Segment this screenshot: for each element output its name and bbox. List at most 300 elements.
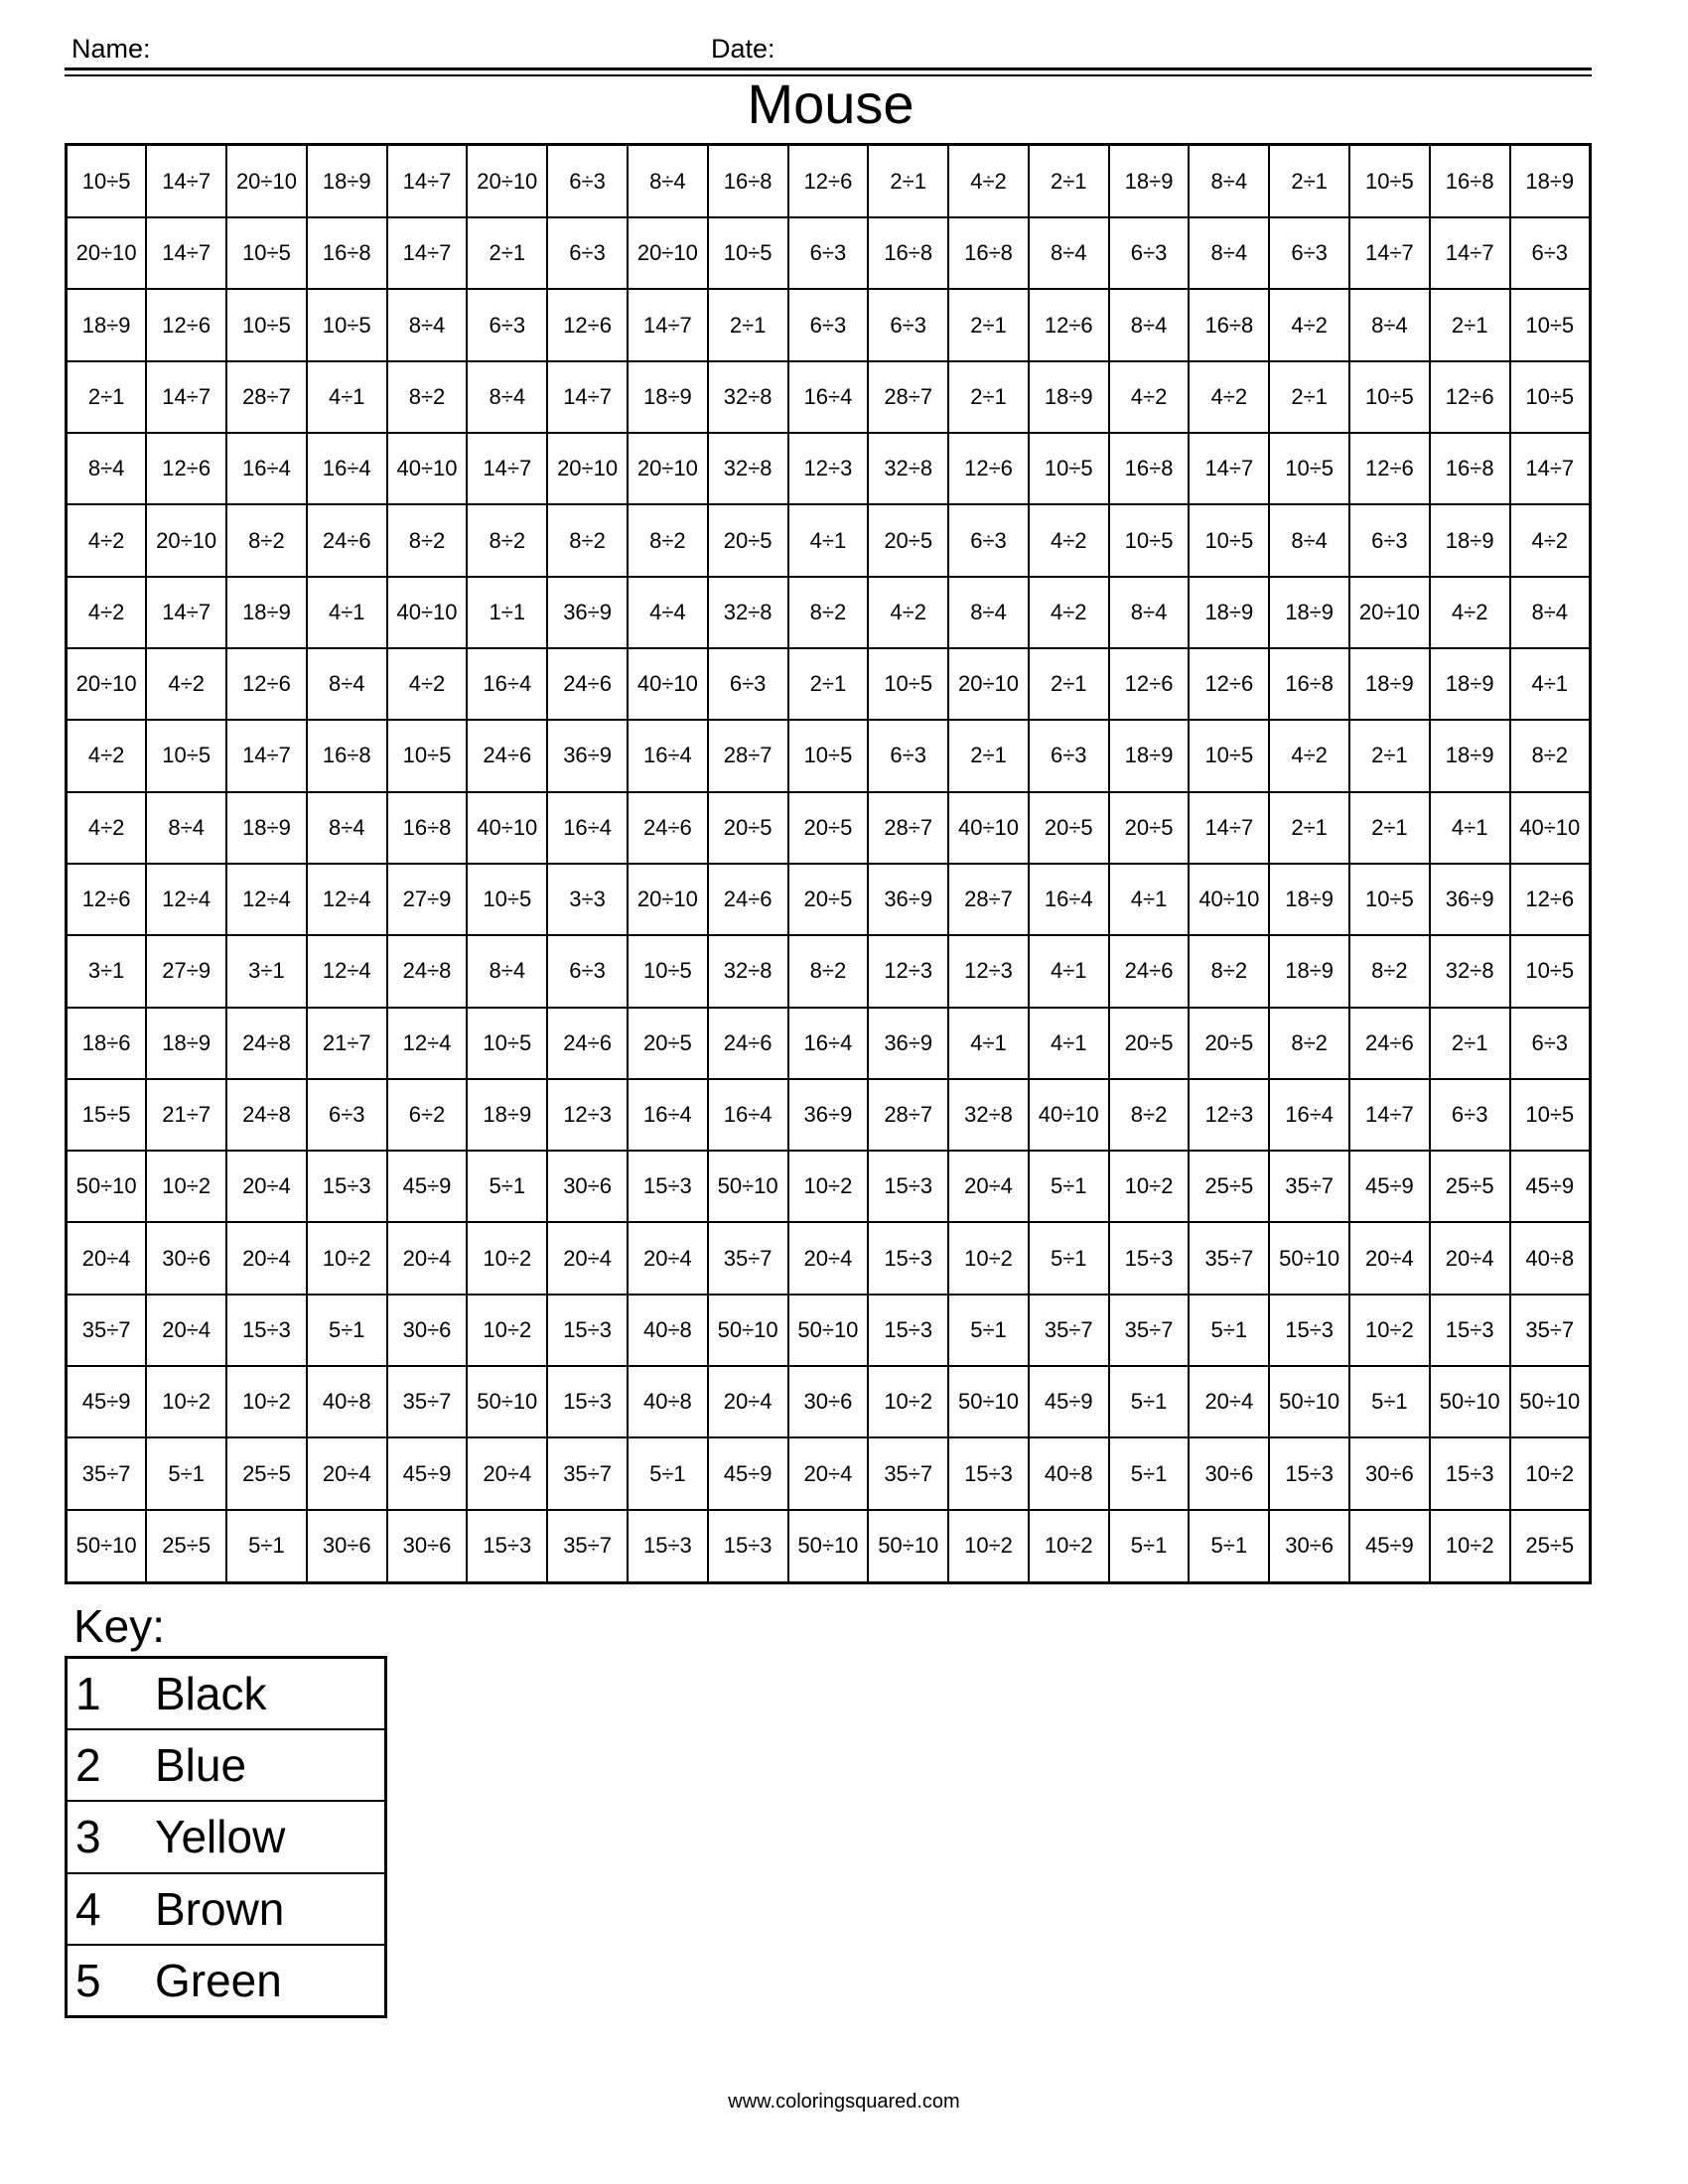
grid-cell[interactable]: 15÷3 bbox=[628, 1510, 708, 1583]
grid-cell[interactable]: 4÷2 bbox=[1269, 289, 1349, 360]
grid-cell[interactable]: 45÷9 bbox=[67, 1366, 147, 1437]
grid-cell[interactable]: 15÷3 bbox=[467, 1510, 547, 1583]
grid-cell[interactable]: 32÷8 bbox=[1430, 935, 1510, 1007]
grid-cell[interactable]: 14÷7 bbox=[226, 720, 307, 791]
grid-cell[interactable]: 8÷4 bbox=[1510, 577, 1591, 648]
grid-cell[interactable]: 4÷2 bbox=[146, 648, 226, 720]
grid-cell[interactable]: 16÷4 bbox=[628, 1079, 708, 1151]
grid-cell[interactable]: 8÷4 bbox=[1349, 289, 1430, 360]
grid-cell[interactable]: 16÷8 bbox=[708, 145, 788, 218]
grid-cell[interactable]: 28÷7 bbox=[708, 720, 788, 791]
grid-cell[interactable]: 18÷9 bbox=[1430, 720, 1510, 791]
grid-cell[interactable]: 20÷4 bbox=[788, 1437, 869, 1509]
grid-cell[interactable]: 20÷5 bbox=[788, 864, 869, 935]
grid-cell[interactable]: 40÷8 bbox=[628, 1366, 708, 1437]
grid-cell[interactable]: 18÷9 bbox=[1109, 720, 1190, 791]
grid-cell[interactable]: 18÷9 bbox=[1189, 577, 1269, 648]
grid-cell[interactable]: 10÷2 bbox=[467, 1222, 547, 1294]
grid-cell[interactable]: 14÷7 bbox=[146, 577, 226, 648]
grid-cell[interactable]: 6÷3 bbox=[547, 935, 628, 1007]
grid-cell[interactable]: 40÷8 bbox=[628, 1295, 708, 1366]
grid-cell[interactable]: 16÷8 bbox=[1430, 145, 1510, 218]
grid-cell[interactable]: 10÷5 bbox=[387, 720, 468, 791]
grid-cell[interactable]: 15÷3 bbox=[868, 1295, 948, 1366]
grid-cell[interactable]: 4÷1 bbox=[1029, 935, 1109, 1007]
grid-cell[interactable]: 2÷1 bbox=[948, 720, 1029, 791]
grid-cell[interactable]: 15÷3 bbox=[1430, 1295, 1510, 1366]
grid-cell[interactable]: 15÷3 bbox=[868, 1151, 948, 1222]
grid-cell[interactable]: 12÷4 bbox=[226, 864, 307, 935]
grid-cell[interactable]: 36÷9 bbox=[788, 1079, 869, 1151]
grid-cell[interactable]: 8÷2 bbox=[226, 504, 307, 576]
grid-cell[interactable]: 15÷3 bbox=[1109, 1222, 1190, 1294]
grid-cell[interactable]: 10÷5 bbox=[708, 217, 788, 289]
grid-cell[interactable]: 14÷7 bbox=[146, 145, 226, 218]
grid-cell[interactable]: 20÷4 bbox=[307, 1437, 387, 1509]
grid-cell[interactable]: 5÷1 bbox=[1189, 1510, 1269, 1583]
grid-cell[interactable]: 45÷9 bbox=[387, 1437, 468, 1509]
grid-cell[interactable]: 10÷5 bbox=[226, 289, 307, 360]
grid-cell[interactable]: 8÷4 bbox=[1109, 289, 1190, 360]
grid-cell[interactable]: 10÷2 bbox=[1430, 1510, 1510, 1583]
grid-cell[interactable]: 20÷10 bbox=[67, 217, 147, 289]
grid-cell[interactable]: 30÷6 bbox=[547, 1151, 628, 1222]
grid-cell[interactable]: 4÷2 bbox=[1109, 361, 1190, 433]
grid-cell[interactable]: 10÷5 bbox=[1349, 145, 1430, 218]
grid-cell[interactable]: 20÷4 bbox=[948, 1151, 1029, 1222]
grid-cell[interactable]: 25÷5 bbox=[1189, 1151, 1269, 1222]
grid-cell[interactable]: 2÷1 bbox=[1430, 289, 1510, 360]
grid-cell[interactable]: 8÷4 bbox=[1029, 217, 1109, 289]
grid-cell[interactable]: 35÷7 bbox=[1510, 1295, 1591, 1366]
grid-cell[interactable]: 20÷10 bbox=[547, 433, 628, 504]
grid-cell[interactable]: 24÷6 bbox=[547, 648, 628, 720]
grid-cell[interactable]: 2÷1 bbox=[1269, 792, 1349, 864]
grid-cell[interactable]: 10÷2 bbox=[868, 1366, 948, 1437]
grid-cell[interactable]: 16÷4 bbox=[628, 720, 708, 791]
grid-cell[interactable]: 18÷9 bbox=[307, 145, 387, 218]
grid-cell[interactable]: 20÷5 bbox=[1109, 1008, 1190, 1079]
grid-cell[interactable]: 14÷7 bbox=[1349, 217, 1430, 289]
grid-cell[interactable]: 4÷1 bbox=[1510, 648, 1591, 720]
grid-cell[interactable]: 16÷8 bbox=[1430, 433, 1510, 504]
grid-cell[interactable]: 10÷5 bbox=[1510, 1079, 1591, 1151]
grid-cell[interactable]: 16÷4 bbox=[226, 433, 307, 504]
grid-cell[interactable]: 45÷9 bbox=[1349, 1151, 1430, 1222]
grid-cell[interactable]: 14÷7 bbox=[467, 433, 547, 504]
grid-cell[interactable]: 10÷5 bbox=[868, 648, 948, 720]
grid-cell[interactable]: 20÷5 bbox=[1029, 792, 1109, 864]
grid-cell[interactable]: 16÷4 bbox=[547, 792, 628, 864]
grid-cell[interactable]: 12÷6 bbox=[67, 864, 147, 935]
grid-cell[interactable]: 18÷9 bbox=[226, 792, 307, 864]
grid-cell[interactable]: 6÷3 bbox=[1029, 720, 1109, 791]
grid-cell[interactable]: 20÷5 bbox=[708, 504, 788, 576]
grid-cell[interactable]: 35÷7 bbox=[387, 1366, 468, 1437]
grid-cell[interactable]: 8÷2 bbox=[1109, 1079, 1190, 1151]
grid-cell[interactable]: 50÷10 bbox=[708, 1151, 788, 1222]
grid-cell[interactable]: 25÷5 bbox=[146, 1510, 226, 1583]
grid-cell[interactable]: 45÷9 bbox=[1349, 1510, 1430, 1583]
grid-cell[interactable]: 10÷2 bbox=[948, 1222, 1029, 1294]
grid-cell[interactable]: 10÷5 bbox=[1510, 361, 1591, 433]
grid-cell[interactable]: 12÷6 bbox=[1029, 289, 1109, 360]
grid-cell[interactable]: 20÷10 bbox=[146, 504, 226, 576]
grid-cell[interactable]: 4÷1 bbox=[1430, 792, 1510, 864]
grid-cell[interactable]: 8÷2 bbox=[387, 361, 468, 433]
grid-cell[interactable]: 5÷1 bbox=[1109, 1366, 1190, 1437]
grid-cell[interactable]: 40÷8 bbox=[1029, 1437, 1109, 1509]
grid-cell[interactable]: 5÷1 bbox=[226, 1510, 307, 1583]
grid-cell[interactable]: 2÷1 bbox=[948, 289, 1029, 360]
grid-cell[interactable]: 32÷8 bbox=[708, 577, 788, 648]
grid-cell[interactable]: 35÷7 bbox=[67, 1437, 147, 1509]
grid-cell[interactable]: 2÷1 bbox=[1029, 145, 1109, 218]
grid-cell[interactable]: 20÷4 bbox=[387, 1222, 468, 1294]
grid-cell[interactable]: 3÷1 bbox=[226, 935, 307, 1007]
grid-cell[interactable]: 8÷2 bbox=[1510, 720, 1591, 791]
grid-cell[interactable]: 6÷3 bbox=[547, 145, 628, 218]
grid-cell[interactable]: 20÷10 bbox=[467, 145, 547, 218]
grid-cell[interactable]: 10÷2 bbox=[1510, 1437, 1591, 1509]
grid-cell[interactable]: 35÷7 bbox=[67, 1295, 147, 1366]
grid-cell[interactable]: 2÷1 bbox=[1029, 648, 1109, 720]
grid-cell[interactable]: 5÷1 bbox=[1189, 1295, 1269, 1366]
grid-cell[interactable]: 40÷10 bbox=[467, 792, 547, 864]
grid-cell[interactable]: 14÷7 bbox=[387, 145, 468, 218]
grid-cell[interactable]: 30÷6 bbox=[1349, 1437, 1430, 1509]
grid-cell[interactable]: 50÷10 bbox=[1269, 1222, 1349, 1294]
grid-cell[interactable]: 4÷2 bbox=[868, 577, 948, 648]
grid-cell[interactable]: 21÷7 bbox=[146, 1079, 226, 1151]
grid-cell[interactable]: 12÷6 bbox=[948, 433, 1029, 504]
grid-cell[interactable]: 20÷5 bbox=[1189, 1008, 1269, 1079]
grid-cell[interactable]: 12÷6 bbox=[1349, 433, 1430, 504]
grid-cell[interactable]: 5÷1 bbox=[146, 1437, 226, 1509]
grid-cell[interactable]: 12÷4 bbox=[387, 1008, 468, 1079]
grid-cell[interactable]: 16÷4 bbox=[1029, 864, 1109, 935]
grid-cell[interactable]: 10÷5 bbox=[1029, 433, 1109, 504]
grid-cell[interactable]: 40÷8 bbox=[1510, 1222, 1591, 1294]
grid-cell[interactable]: 16÷8 bbox=[868, 217, 948, 289]
grid-cell[interactable]: 12÷6 bbox=[1430, 361, 1510, 433]
grid-cell[interactable]: 15÷3 bbox=[547, 1366, 628, 1437]
grid-cell[interactable]: 20÷10 bbox=[628, 433, 708, 504]
grid-cell[interactable]: 10÷5 bbox=[1510, 289, 1591, 360]
grid-cell[interactable]: 30÷6 bbox=[788, 1366, 869, 1437]
grid-cell[interactable]: 4÷2 bbox=[1189, 361, 1269, 433]
grid-cell[interactable]: 14÷7 bbox=[547, 361, 628, 433]
grid-cell[interactable]: 20÷5 bbox=[708, 792, 788, 864]
grid-cell[interactable]: 18÷9 bbox=[467, 1079, 547, 1151]
grid-cell[interactable]: 32÷8 bbox=[948, 1079, 1029, 1151]
grid-cell[interactable]: 6÷3 bbox=[1269, 217, 1349, 289]
grid-cell[interactable]: 2÷1 bbox=[1269, 361, 1349, 433]
grid-cell[interactable]: 20÷4 bbox=[547, 1222, 628, 1294]
grid-cell[interactable]: 18÷9 bbox=[1269, 864, 1349, 935]
grid-cell[interactable]: 16÷4 bbox=[788, 1008, 869, 1079]
grid-cell[interactable]: 14÷7 bbox=[628, 289, 708, 360]
grid-cell[interactable]: 20÷4 bbox=[226, 1222, 307, 1294]
grid-cell[interactable]: 4÷2 bbox=[1029, 577, 1109, 648]
grid-cell[interactable]: 10÷5 bbox=[1349, 361, 1430, 433]
grid-cell[interactable]: 15÷3 bbox=[1269, 1437, 1349, 1509]
grid-cell[interactable]: 8÷4 bbox=[467, 935, 547, 1007]
grid-cell[interactable]: 16÷8 bbox=[1109, 433, 1190, 504]
grid-cell[interactable]: 20÷4 bbox=[788, 1222, 869, 1294]
grid-cell[interactable]: 15÷3 bbox=[226, 1295, 307, 1366]
grid-cell[interactable]: 16÷8 bbox=[1189, 289, 1269, 360]
grid-cell[interactable]: 18÷9 bbox=[1510, 145, 1591, 218]
grid-cell[interactable]: 45÷9 bbox=[1029, 1366, 1109, 1437]
grid-cell[interactable]: 16÷8 bbox=[948, 217, 1029, 289]
grid-cell[interactable]: 45÷9 bbox=[1510, 1151, 1591, 1222]
grid-cell[interactable]: 5÷1 bbox=[307, 1295, 387, 1366]
grid-cell[interactable]: 40÷10 bbox=[1510, 792, 1591, 864]
grid-cell[interactable]: 16÷8 bbox=[307, 720, 387, 791]
grid-cell[interactable]: 10÷2 bbox=[1029, 1510, 1109, 1583]
grid-cell[interactable]: 20÷10 bbox=[67, 648, 147, 720]
grid-cell[interactable]: 18÷9 bbox=[1430, 648, 1510, 720]
grid-cell[interactable]: 14÷7 bbox=[146, 217, 226, 289]
grid-cell[interactable]: 10÷5 bbox=[1109, 504, 1190, 576]
grid-cell[interactable]: 4÷2 bbox=[67, 504, 147, 576]
grid-cell[interactable]: 6÷3 bbox=[1510, 217, 1591, 289]
grid-cell[interactable]: 35÷7 bbox=[1109, 1295, 1190, 1366]
grid-cell[interactable]: 35÷7 bbox=[1029, 1295, 1109, 1366]
grid-cell[interactable]: 4÷2 bbox=[948, 145, 1029, 218]
grid-cell[interactable]: 20÷4 bbox=[1349, 1222, 1430, 1294]
grid-cell[interactable]: 10÷5 bbox=[67, 145, 147, 218]
grid-cell[interactable]: 35÷7 bbox=[547, 1437, 628, 1509]
grid-cell[interactable]: 18÷9 bbox=[1349, 648, 1430, 720]
grid-cell[interactable]: 20÷4 bbox=[67, 1222, 147, 1294]
grid-cell[interactable]: 20÷5 bbox=[788, 792, 869, 864]
grid-cell[interactable]: 12÷4 bbox=[307, 935, 387, 1007]
grid-cell[interactable]: 24÷8 bbox=[226, 1079, 307, 1151]
grid-cell[interactable]: 14÷7 bbox=[1349, 1079, 1430, 1151]
grid-cell[interactable]: 15÷3 bbox=[1269, 1295, 1349, 1366]
grid-cell[interactable]: 4÷1 bbox=[948, 1008, 1029, 1079]
grid-cell[interactable]: 32÷8 bbox=[708, 433, 788, 504]
grid-cell[interactable]: 24÷6 bbox=[1109, 935, 1190, 1007]
grid-cell[interactable]: 20÷10 bbox=[1349, 577, 1430, 648]
grid-cell[interactable]: 8÷2 bbox=[1349, 935, 1430, 1007]
grid-cell[interactable]: 6÷3 bbox=[1349, 504, 1430, 576]
grid-cell[interactable]: 5÷1 bbox=[948, 1295, 1029, 1366]
grid-cell[interactable]: 14÷7 bbox=[1189, 792, 1269, 864]
grid-cell[interactable]: 4÷4 bbox=[628, 577, 708, 648]
grid-cell[interactable]: 10÷2 bbox=[226, 1366, 307, 1437]
grid-cell[interactable]: 6÷3 bbox=[467, 289, 547, 360]
grid-cell[interactable]: 8÷2 bbox=[628, 504, 708, 576]
grid-cell[interactable]: 24÷6 bbox=[547, 1008, 628, 1079]
grid-cell[interactable]: 10÷5 bbox=[628, 935, 708, 1007]
grid-cell[interactable]: 12÷6 bbox=[1510, 864, 1591, 935]
grid-cell[interactable]: 2÷1 bbox=[948, 361, 1029, 433]
grid-cell[interactable]: 50÷10 bbox=[1510, 1366, 1591, 1437]
grid-cell[interactable]: 8÷2 bbox=[788, 577, 869, 648]
grid-cell[interactable]: 16÷8 bbox=[387, 792, 468, 864]
grid-cell[interactable]: 18÷9 bbox=[1269, 577, 1349, 648]
grid-cell[interactable]: 14÷7 bbox=[1189, 433, 1269, 504]
grid-cell[interactable]: 36÷9 bbox=[547, 720, 628, 791]
grid-cell[interactable]: 5÷1 bbox=[1349, 1366, 1430, 1437]
grid-cell[interactable]: 32÷8 bbox=[708, 935, 788, 1007]
grid-cell[interactable]: 24÷8 bbox=[387, 935, 468, 1007]
grid-cell[interactable]: 10÷5 bbox=[1269, 433, 1349, 504]
grid-cell[interactable]: 32÷8 bbox=[868, 433, 948, 504]
grid-cell[interactable]: 10÷5 bbox=[146, 720, 226, 791]
grid-cell[interactable]: 2÷1 bbox=[708, 289, 788, 360]
grid-cell[interactable]: 10÷2 bbox=[788, 1151, 869, 1222]
grid-cell[interactable]: 30÷6 bbox=[307, 1510, 387, 1583]
grid-cell[interactable]: 20÷10 bbox=[226, 145, 307, 218]
grid-cell[interactable]: 12÷6 bbox=[788, 145, 869, 218]
grid-cell[interactable]: 10÷5 bbox=[1510, 935, 1591, 1007]
grid-cell[interactable]: 50÷10 bbox=[67, 1151, 147, 1222]
grid-cell[interactable]: 18÷9 bbox=[1269, 935, 1349, 1007]
grid-cell[interactable]: 15÷3 bbox=[948, 1437, 1029, 1509]
grid-cell[interactable]: 40÷10 bbox=[387, 433, 468, 504]
grid-cell[interactable]: 4÷2 bbox=[1029, 504, 1109, 576]
grid-cell[interactable]: 20÷5 bbox=[628, 1008, 708, 1079]
grid-cell[interactable]: 6÷3 bbox=[307, 1079, 387, 1151]
grid-cell[interactable]: 8÷4 bbox=[146, 792, 226, 864]
grid-cell[interactable]: 10÷5 bbox=[1189, 504, 1269, 576]
grid-cell[interactable]: 35÷7 bbox=[1189, 1222, 1269, 1294]
grid-cell[interactable]: 6÷3 bbox=[1510, 1008, 1591, 1079]
grid-cell[interactable]: 2÷1 bbox=[467, 217, 547, 289]
grid-cell[interactable]: 12÷3 bbox=[788, 433, 869, 504]
grid-cell[interactable]: 10÷5 bbox=[1189, 720, 1269, 791]
grid-cell[interactable]: 18÷9 bbox=[1029, 361, 1109, 433]
grid-cell[interactable]: 16÷4 bbox=[467, 648, 547, 720]
grid-cell[interactable]: 10÷5 bbox=[226, 217, 307, 289]
grid-cell[interactable]: 4÷2 bbox=[1510, 504, 1591, 576]
grid-cell[interactable]: 10÷5 bbox=[1349, 864, 1430, 935]
grid-cell[interactable]: 30÷6 bbox=[387, 1510, 468, 1583]
grid-cell[interactable]: 10÷5 bbox=[467, 864, 547, 935]
grid-cell[interactable]: 25÷5 bbox=[1510, 1510, 1591, 1583]
grid-cell[interactable]: 6÷3 bbox=[868, 289, 948, 360]
grid-cell[interactable]: 4÷2 bbox=[387, 648, 468, 720]
grid-cell[interactable]: 50÷10 bbox=[67, 1510, 147, 1583]
grid-cell[interactable]: 6÷3 bbox=[547, 217, 628, 289]
grid-cell[interactable]: 8÷4 bbox=[67, 433, 147, 504]
grid-cell[interactable]: 50÷10 bbox=[948, 1366, 1029, 1437]
grid-cell[interactable]: 20÷10 bbox=[628, 864, 708, 935]
grid-cell[interactable]: 8÷2 bbox=[788, 935, 869, 1007]
grid-cell[interactable]: 8÷2 bbox=[467, 504, 547, 576]
grid-cell[interactable]: 28÷7 bbox=[868, 792, 948, 864]
grid-cell[interactable]: 20÷4 bbox=[1430, 1222, 1510, 1294]
grid-cell[interactable]: 4÷1 bbox=[307, 577, 387, 648]
grid-cell[interactable]: 8÷4 bbox=[307, 792, 387, 864]
grid-cell[interactable]: 12÷6 bbox=[547, 289, 628, 360]
grid-cell[interactable]: 12÷3 bbox=[547, 1079, 628, 1151]
grid-cell[interactable]: 24÷6 bbox=[307, 504, 387, 576]
grid-cell[interactable]: 50÷10 bbox=[868, 1510, 948, 1583]
grid-cell[interactable]: 20÷10 bbox=[628, 217, 708, 289]
grid-cell[interactable]: 20÷4 bbox=[628, 1222, 708, 1294]
grid-cell[interactable]: 6÷3 bbox=[788, 289, 869, 360]
grid-cell[interactable]: 12÷4 bbox=[146, 864, 226, 935]
grid-cell[interactable]: 18÷9 bbox=[67, 289, 147, 360]
grid-cell[interactable]: 24÷6 bbox=[708, 864, 788, 935]
grid-cell[interactable]: 16÷4 bbox=[307, 433, 387, 504]
grid-cell[interactable]: 2÷1 bbox=[868, 145, 948, 218]
grid-cell[interactable]: 6÷3 bbox=[948, 504, 1029, 576]
grid-cell[interactable]: 16÷8 bbox=[1269, 648, 1349, 720]
grid-cell[interactable]: 8÷2 bbox=[387, 504, 468, 576]
grid-cell[interactable]: 8÷4 bbox=[1189, 217, 1269, 289]
grid-cell[interactable]: 2÷1 bbox=[788, 648, 869, 720]
grid-cell[interactable]: 5÷1 bbox=[1109, 1510, 1190, 1583]
grid-cell[interactable]: 5÷1 bbox=[1029, 1222, 1109, 1294]
grid-cell[interactable]: 21÷7 bbox=[307, 1008, 387, 1079]
grid-cell[interactable]: 10÷2 bbox=[1349, 1295, 1430, 1366]
grid-cell[interactable]: 10÷2 bbox=[1109, 1151, 1190, 1222]
grid-cell[interactable]: 18÷6 bbox=[67, 1008, 147, 1079]
grid-cell[interactable]: 28÷7 bbox=[868, 1079, 948, 1151]
grid-cell[interactable]: 8÷4 bbox=[1189, 145, 1269, 218]
grid-cell[interactable]: 8÷2 bbox=[1189, 935, 1269, 1007]
grid-cell[interactable]: 20÷4 bbox=[146, 1295, 226, 1366]
grid-cell[interactable]: 4÷2 bbox=[1430, 577, 1510, 648]
grid-cell[interactable]: 36÷9 bbox=[1430, 864, 1510, 935]
grid-cell[interactable]: 50÷10 bbox=[788, 1295, 869, 1366]
grid-cell[interactable]: 8÷2 bbox=[547, 504, 628, 576]
grid-cell[interactable]: 4÷2 bbox=[1269, 720, 1349, 791]
grid-cell[interactable]: 18÷9 bbox=[226, 577, 307, 648]
grid-cell[interactable]: 4÷2 bbox=[67, 720, 147, 791]
grid-cell[interactable]: 8÷4 bbox=[1269, 504, 1349, 576]
grid-cell[interactable]: 27÷9 bbox=[146, 935, 226, 1007]
grid-cell[interactable]: 30÷6 bbox=[387, 1295, 468, 1366]
grid-cell[interactable]: 24÷8 bbox=[226, 1008, 307, 1079]
grid-cell[interactable]: 40÷8 bbox=[307, 1366, 387, 1437]
grid-cell[interactable]: 4÷1 bbox=[307, 361, 387, 433]
grid-cell[interactable]: 36÷9 bbox=[868, 864, 948, 935]
grid-cell[interactable]: 3÷3 bbox=[547, 864, 628, 935]
grid-cell[interactable]: 30÷6 bbox=[1189, 1437, 1269, 1509]
grid-cell[interactable]: 12÷6 bbox=[146, 433, 226, 504]
grid-cell[interactable]: 18÷9 bbox=[1109, 145, 1190, 218]
grid-cell[interactable]: 15÷5 bbox=[67, 1079, 147, 1151]
grid-cell[interactable]: 4÷1 bbox=[788, 504, 869, 576]
grid-cell[interactable]: 6÷2 bbox=[387, 1079, 468, 1151]
grid-cell[interactable]: 5÷1 bbox=[1109, 1437, 1190, 1509]
grid-cell[interactable]: 2÷1 bbox=[1349, 792, 1430, 864]
grid-cell[interactable]: 14÷7 bbox=[1430, 217, 1510, 289]
grid-cell[interactable]: 30÷6 bbox=[1269, 1510, 1349, 1583]
grid-cell[interactable]: 15÷3 bbox=[1430, 1437, 1510, 1509]
grid-cell[interactable]: 27÷9 bbox=[387, 864, 468, 935]
grid-cell[interactable]: 8÷4 bbox=[628, 145, 708, 218]
grid-cell[interactable]: 40÷10 bbox=[1029, 1079, 1109, 1151]
grid-cell[interactable]: 8÷4 bbox=[948, 577, 1029, 648]
grid-cell[interactable]: 28÷7 bbox=[226, 361, 307, 433]
grid-cell[interactable]: 10÷5 bbox=[307, 289, 387, 360]
grid-cell[interactable]: 35÷7 bbox=[708, 1222, 788, 1294]
grid-cell[interactable]: 20÷5 bbox=[1109, 792, 1190, 864]
grid-cell[interactable]: 6÷3 bbox=[868, 720, 948, 791]
grid-cell[interactable]: 12÷6 bbox=[226, 648, 307, 720]
grid-cell[interactable]: 40÷10 bbox=[628, 648, 708, 720]
grid-cell[interactable]: 12÷6 bbox=[146, 289, 226, 360]
grid-cell[interactable]: 16÷8 bbox=[307, 217, 387, 289]
